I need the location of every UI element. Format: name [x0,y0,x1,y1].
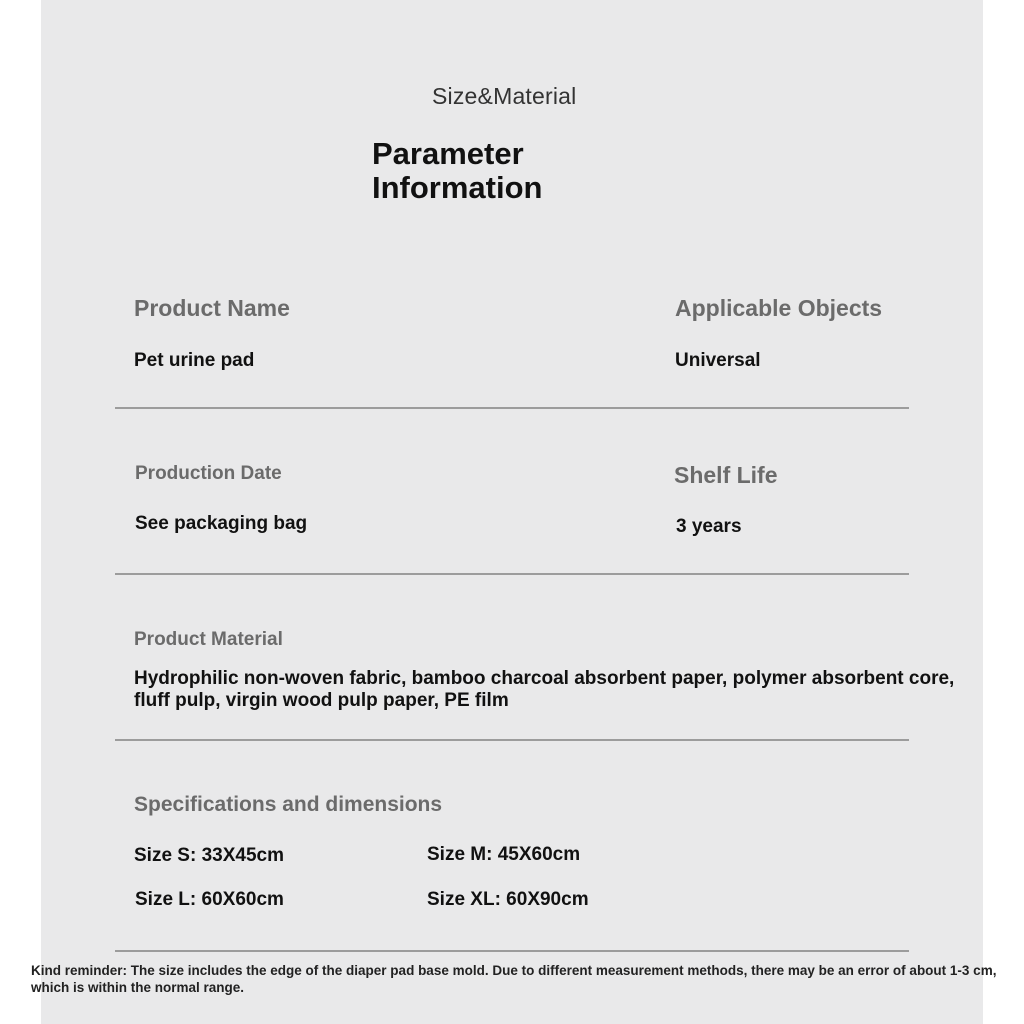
product-name-value: Pet urine pad [134,350,255,371]
production-date-value: See packaging bag [135,513,308,534]
kind-reminder-note: Kind reminder: The size includes the edge of the diaper pad base mold. Due to different measurement methods, there may be an error of about 1-3 cm, which is within the normal range. [31,963,997,995]
shelf-life-value: 3 years [676,516,742,537]
production-date-label: Production Date [135,463,282,484]
applicable-objects-label: Applicable Objects [675,295,883,321]
size-l-value: Size L: 60X60cm [135,889,284,910]
page-title-line1: Parameter [372,136,524,171]
size-s-value: Size S: 33X45cm [134,845,284,866]
page-title-line2: Information [372,170,543,205]
applicable-objects-value: Universal [675,350,761,371]
product-material-value: Hydrophilic non-woven fabric, bamboo charcoal absorbent paper, polymer absorbent core, fluff pulp, virgin wood pulp paper, PE film [134,668,955,711]
section-subtitle: Size&Material [432,83,577,109]
specifications-label: Specifications and dimensions [134,793,443,816]
size-xl-value: Size XL: 60X90cm [427,889,589,910]
page-title [372,137,543,205]
product-material-label: Product Material [134,629,283,650]
divider [115,573,909,575]
divider [115,950,909,952]
divider [115,407,909,409]
size-m-value: Size M: 45X60cm [427,844,581,865]
divider [115,739,909,741]
product-name-label: Product Name [134,295,290,321]
shelf-life-label: Shelf Life [674,462,778,488]
